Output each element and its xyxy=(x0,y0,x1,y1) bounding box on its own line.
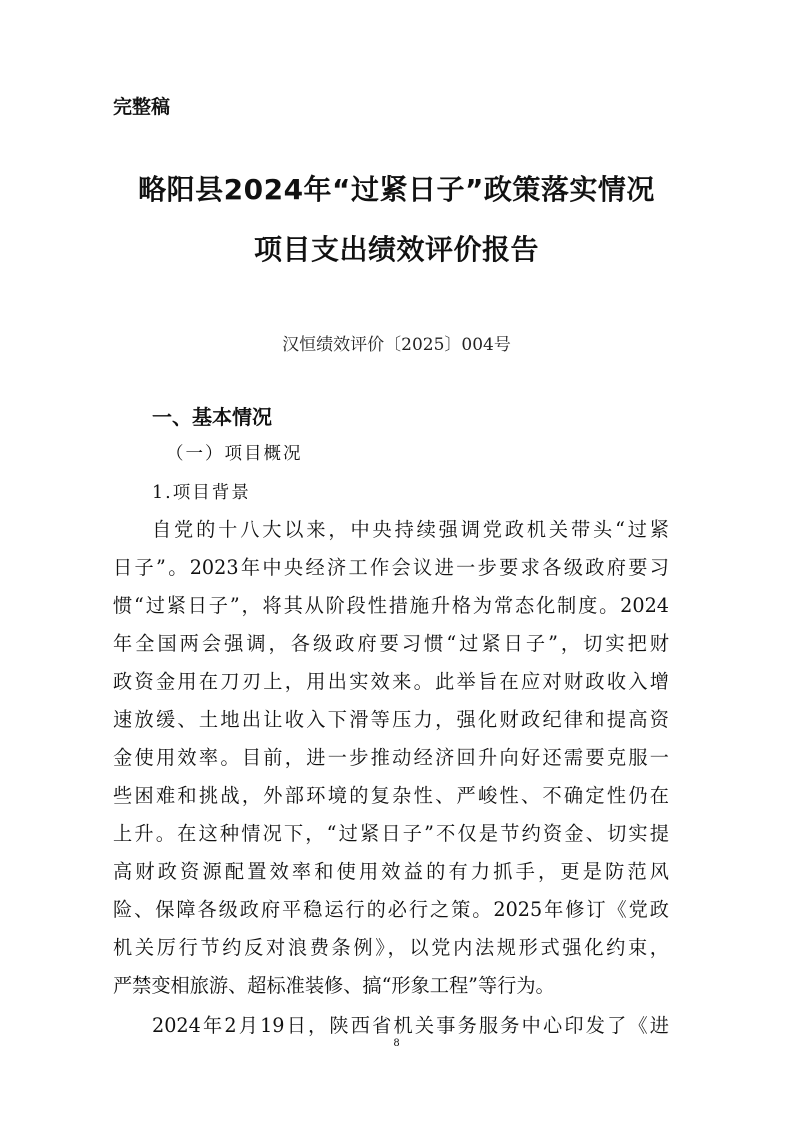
paragraph-line: 2024年2月19日，陕西省机关事务服务中心印发了《进 xyxy=(152,1014,669,1037)
item-heading: 1.项目背景 xyxy=(152,483,251,503)
paragraph-line: 高财政资源配置效率和使用效益的有力抓手，更是防范风 xyxy=(113,860,669,883)
paragraph-line: 速放缓、土地出让收入下滑等压力，强化财政纪律和提高资 xyxy=(113,708,669,731)
paragraph-line: 自党的十八大以来，中央持续强调党政机关带头“过紧 xyxy=(152,518,669,541)
paragraph-line: 严禁变相旅游、超标准装修、搞“形象工程”等行为。 xyxy=(113,974,555,997)
paragraph-line: 些困难和挑战，外部环境的复杂性、严峻性、不确定性仍在 xyxy=(113,784,669,807)
paragraph-line: 日子”。2023年中央经济工作会议进一步要求各级政府要习 xyxy=(113,556,669,579)
paragraph-line: 惯“过紧日子”，将其从阶段性措施升格为常态化制度。2024 xyxy=(113,594,669,617)
paragraph-line: 险、保障各级政府平稳运行的必行之策。2025年修订《党政 xyxy=(113,898,669,921)
subsection-heading: （一）项目概况 xyxy=(166,444,303,464)
report-title-line1: 略阳县2024年“过紧日子”政策落实情况 xyxy=(138,173,655,206)
page-number: 8 xyxy=(393,1038,400,1049)
paragraph-line: 年全国两会强调，各级政府要习惯“过紧日子”，切实把财 xyxy=(113,632,669,655)
paragraph-line: 上升。在这种情况下，“过紧日子”不仅是节约资金、切实提 xyxy=(113,822,669,845)
report-title-line2: 项目支出绩效评价报告 xyxy=(253,233,539,266)
paragraph-line: 机关厉行节约反对浪费条例》，以党内法规形式强化约束， xyxy=(113,936,669,959)
document-number: 汉恒绩效评价〔2025〕004号 xyxy=(282,335,511,355)
draft-label: 完整稿 xyxy=(113,96,171,118)
paragraph-line: 金使用效率。目前，进一步推动经济回升向好还需要克服一 xyxy=(113,746,669,769)
section-heading: 一、基本情况 xyxy=(152,405,272,429)
paragraph-line: 政资金用在刀刃上，用出实效来。此举旨在应对财政收入增 xyxy=(113,670,669,693)
